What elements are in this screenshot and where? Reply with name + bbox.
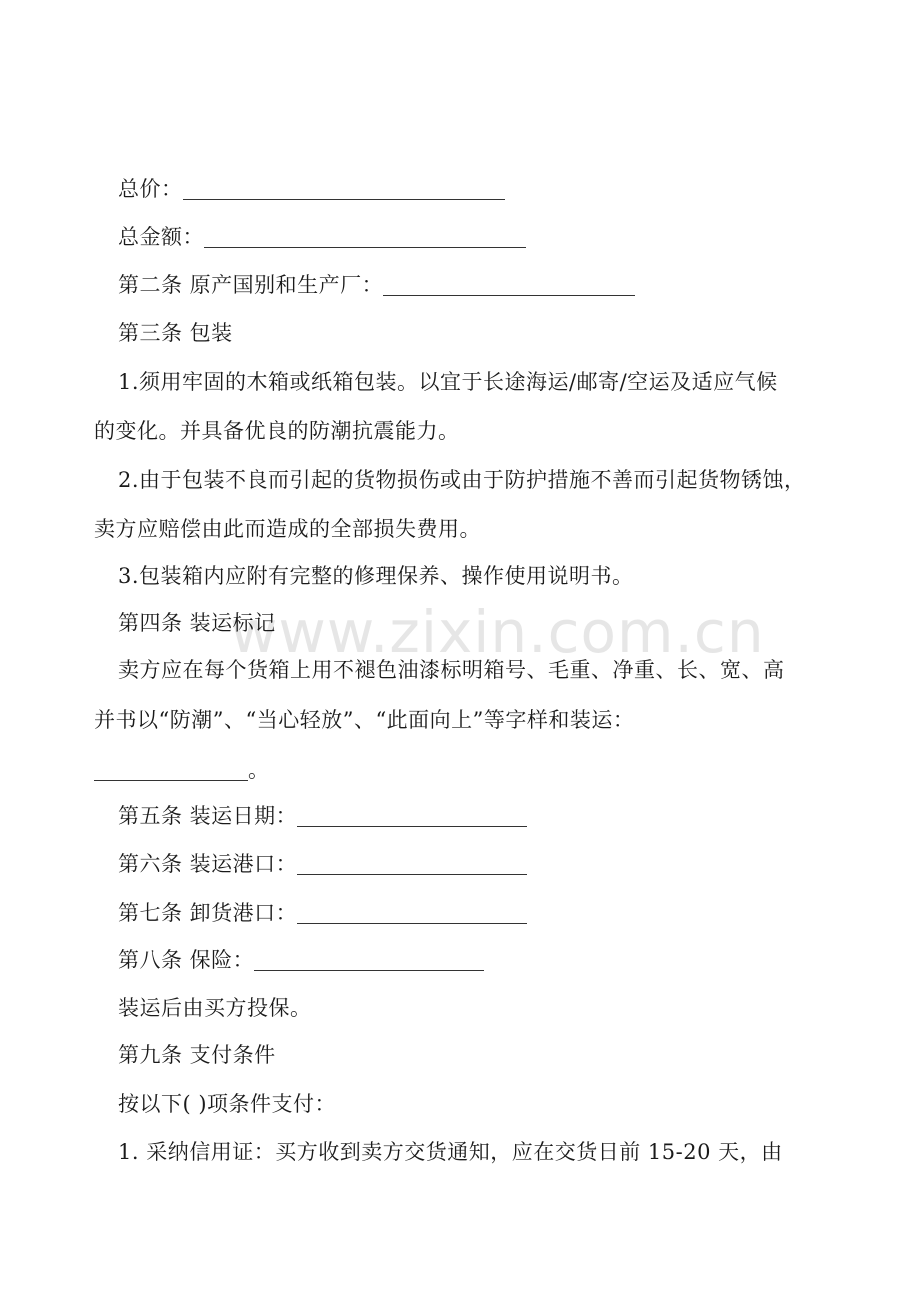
article-2-text: 第二条 原产国别和生产厂： — [118, 273, 384, 297]
total-amount-line — [118, 222, 858, 252]
watermark: www.zixin.com.cn — [230, 598, 765, 666]
packing-item-3: 3.包装箱内应附有完整的修理保养、操作使用说明书。 — [118, 564, 634, 588]
marking-line-2: 并书以“防潮”、“当心轻放”、“此面向上”等字样和装运： — [94, 708, 635, 732]
total-amount-blank — [204, 225, 526, 248]
article-6-text: 第六条 装运港口： — [118, 852, 298, 876]
article-7-text: 第七条 卸货港口： — [118, 901, 298, 925]
article-2-line — [118, 270, 858, 300]
marking-line-3 — [94, 755, 834, 785]
article-7-blank — [297, 901, 527, 924]
article-6-blank — [297, 852, 527, 875]
article-9-heading: 第九条 支付条件 — [118, 1043, 276, 1067]
article-5-blank — [297, 804, 527, 827]
article-3-heading: 第三条 包装 — [118, 321, 233, 345]
packing-item-1-line-2: 的变化。并具备优良的防潮抗震能力。 — [94, 419, 460, 443]
insurance-note: 装运后由买方投保。 — [118, 996, 312, 1020]
article-7-line — [118, 898, 858, 928]
article-6-line — [118, 849, 858, 879]
article-4-heading: 第四条 装运标记 — [118, 611, 276, 635]
packing-item-2-line-2: 卖方应赔偿由此而造成的全部损失费用。 — [94, 517, 481, 541]
article-2-blank — [383, 273, 635, 296]
packing-item-1-line-1: 1.须用牢固的木箱或纸箱包装。以宜于长途海运/邮寄/空运及适应气候 — [118, 370, 778, 394]
article-5-line — [118, 801, 858, 831]
total-price-blank — [183, 177, 505, 200]
total-amount-label: 总金额： — [118, 225, 204, 249]
payment-intro: 按以下( )项条件支付： — [118, 1092, 337, 1116]
article-8-blank — [254, 948, 484, 971]
letter-of-credit-line: 1. 采纳信用证：买方收到卖方交货通知，应在交货日前 15-20 天，由 — [118, 1140, 783, 1164]
marking-line-1: 卖方应在每个货箱上用不褪色油漆标明箱号、毛重、净重、长、宽、高 — [118, 658, 785, 682]
packing-item-2-line-1: 2.由于包装不良而引起的货物损伤或由于防护措施不善而引起货物锈蚀， — [118, 468, 806, 492]
article-8-text: 第八条 保险： — [118, 948, 255, 972]
marking-blank — [94, 758, 248, 781]
total-price-label: 总价： — [118, 177, 183, 201]
article-5-text: 第五条 装运日期： — [118, 804, 298, 828]
article-8-line — [118, 945, 858, 975]
total-price-line — [118, 174, 858, 204]
marking-end: 。 — [248, 758, 270, 782]
